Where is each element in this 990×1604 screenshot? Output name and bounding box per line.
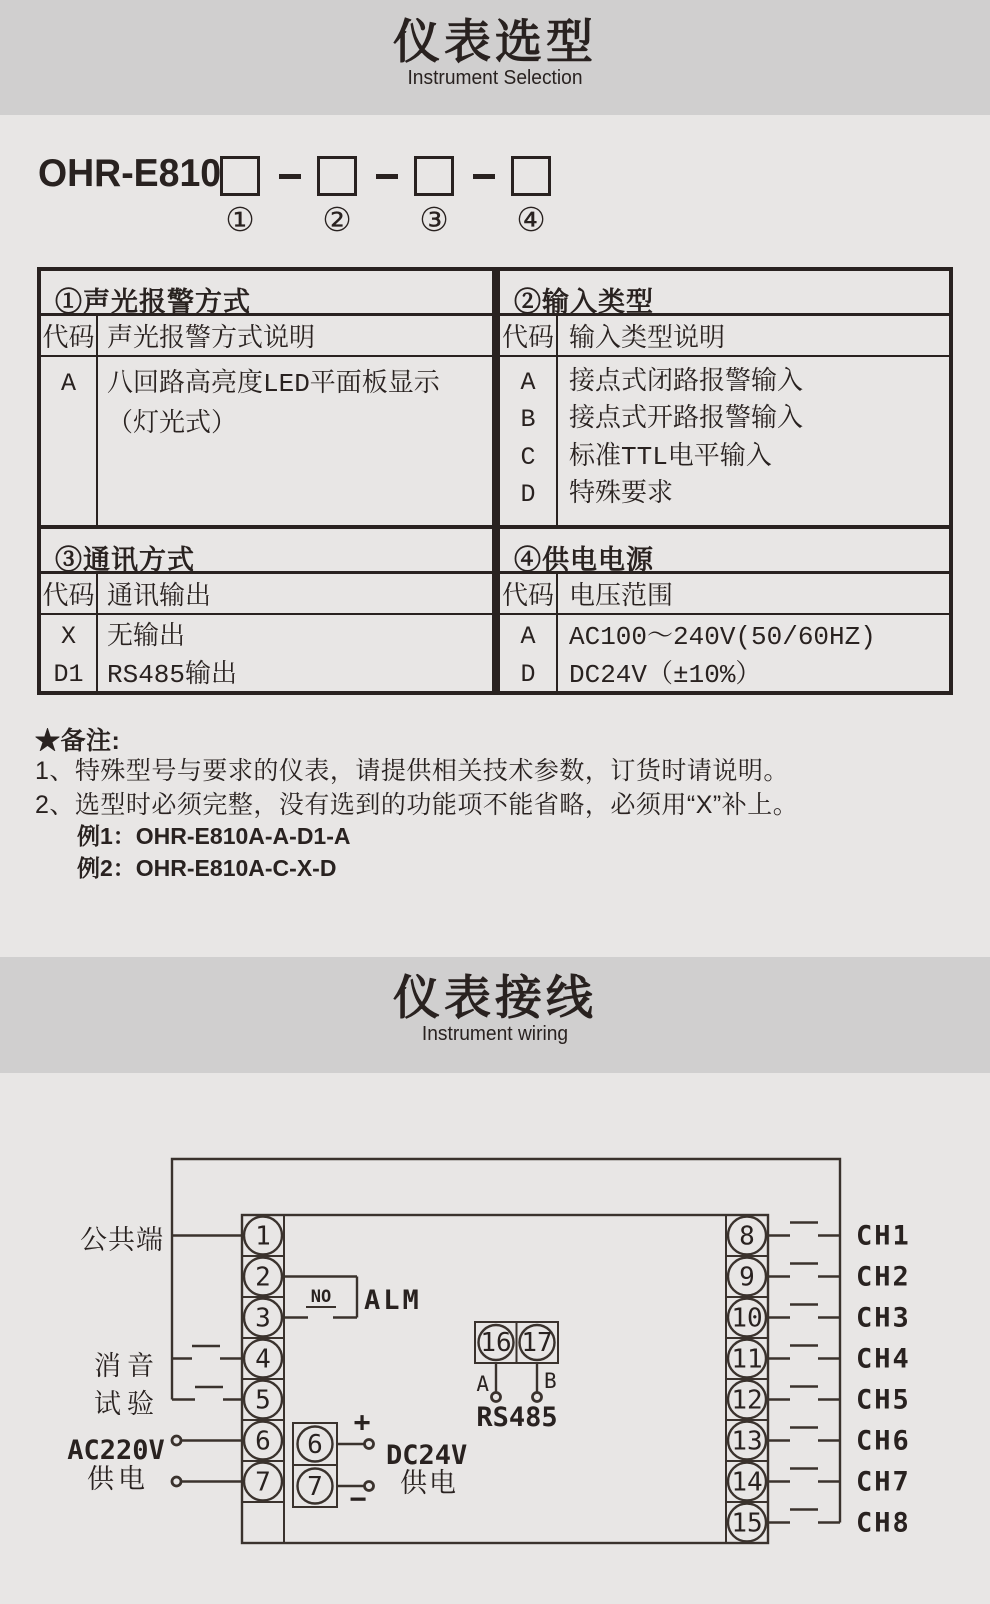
terminal-number: 16	[480, 1328, 512, 1358]
section4-title: ④供电电源	[500, 529, 949, 574]
terminal-number: 2	[255, 1262, 271, 1293]
terminal-number: 7	[307, 1472, 323, 1502]
left-terminal-strip	[242, 1215, 284, 1543]
section3-title: ③通讯方式	[41, 529, 492, 574]
position-marker-4: ④	[516, 201, 546, 238]
ac-power-wires	[172, 1436, 242, 1486]
terminal-number: 9	[739, 1262, 755, 1293]
section4-descriptions	[558, 615, 949, 691]
section1-title: ①声光报警方式	[41, 271, 492, 316]
terminal-number: 7	[255, 1467, 271, 1498]
section1-descriptions	[98, 357, 492, 526]
position-marker-3: ③	[419, 201, 449, 238]
wiring-title-english: Instrument wiring	[421, 1023, 569, 1045]
channel-switch-ch2	[768, 1264, 840, 1277]
code-value: D	[520, 480, 536, 510]
note-example: 例1：OHR-E810A-A-D1-A	[77, 823, 351, 849]
desc-value: 特殊要求	[569, 479, 674, 510]
rs485-label: RS485	[476, 1402, 558, 1433]
ac-power-label2: 供电	[87, 1464, 149, 1494]
section1-code-header: 代码	[41, 316, 98, 355]
section2-body	[500, 357, 949, 530]
position-marker-2: ②	[322, 201, 352, 238]
channel-switch-ch4	[768, 1346, 840, 1359]
model-separator	[473, 174, 495, 179]
terminal-number: 15	[731, 1508, 763, 1539]
note-item: 1、特殊型号与要求的仪表，请提供相关技术参数，订货时请说明。	[35, 757, 789, 785]
dc-power-label2: 供电	[400, 1468, 458, 1498]
common-terminal-label: 公共端	[80, 1225, 164, 1255]
wiring-title: 仪表接线	[393, 971, 597, 1024]
mute-switch	[172, 1346, 242, 1359]
section2-subheader	[500, 316, 949, 357]
channel-label: CH8	[856, 1507, 911, 1539]
channel-switch-ch6	[768, 1428, 840, 1441]
table-center-divider	[492, 271, 500, 691]
model-code-box-3	[414, 156, 454, 196]
code-value: B	[520, 405, 536, 435]
channel-switch-ch8	[768, 1510, 840, 1523]
rs485-a-point	[492, 1393, 501, 1402]
rs485-b-label: B	[544, 1369, 557, 1393]
model-prefix: OHR-E810	[38, 152, 222, 195]
channel-switch-ch1	[768, 1223, 840, 1236]
code-value: A	[520, 622, 536, 651]
selection-table	[37, 267, 953, 695]
desc-value: 无输出	[107, 622, 186, 652]
desc-value: RS485输出	[107, 660, 238, 690]
desc-value: 接点式闭路报警输入	[569, 366, 804, 397]
channel-label: CH3	[856, 1302, 911, 1334]
model-code-box-4	[511, 156, 551, 196]
rs485-a-label: A	[476, 1372, 489, 1396]
channel-label: CH2	[856, 1261, 911, 1293]
terminal-number: 13	[731, 1426, 763, 1457]
channel-switch-ch7	[768, 1469, 840, 1482]
note-item: 2、选型时必须完整，没有选到的功能项不能省略，必须用“X”补上。	[35, 791, 799, 819]
terminal-number: 1	[255, 1221, 271, 1252]
terminal-number: 3	[255, 1303, 271, 1334]
desc-value: AC100～240V(50/60HZ)	[569, 622, 876, 652]
terminal-number: 6	[255, 1426, 271, 1457]
channel-label: CH5	[856, 1384, 911, 1416]
dc-connection-point	[365, 1440, 374, 1449]
ac-connection-point	[172, 1477, 181, 1486]
alarm-label: ALM	[364, 1285, 422, 1316]
relay-no-label: NO	[310, 1287, 332, 1307]
desc-value: 接点式开路报警输入	[569, 404, 804, 435]
section1-subheader	[41, 316, 492, 357]
terminal-number: 6	[307, 1430, 323, 1460]
section1-codes	[41, 357, 98, 526]
channel-label: CH7	[856, 1466, 911, 1498]
desc-value: DC24V（±10%）	[569, 660, 762, 690]
section4-code-header: 代码	[500, 574, 558, 613]
section3-descriptions	[98, 615, 492, 691]
code-value: C	[520, 442, 536, 472]
section3-code-header: 代码	[41, 574, 98, 613]
terminal-number: 14	[731, 1467, 763, 1498]
section4-subheader	[500, 574, 949, 615]
test-label: 试验	[94, 1389, 160, 1419]
desc-value: 八回路高亮度LED平面板显示	[107, 368, 440, 399]
terminal-number: 5	[255, 1385, 271, 1416]
note-example: 例2：OHR-E810A-C-X-D	[77, 855, 337, 881]
dc-power-label: DC24V	[386, 1440, 468, 1471]
section3-subheader	[41, 574, 492, 615]
channel-switch-ch5	[768, 1387, 840, 1400]
desc-value: 标准TTL电平输入	[569, 441, 772, 472]
section2-descriptions	[558, 357, 949, 526]
code-value: D1	[53, 660, 84, 689]
notes-title: ★备注:	[35, 727, 121, 755]
terminal-number: 12	[731, 1385, 763, 1416]
section4-desc-header: 电压范围	[569, 582, 674, 613]
rs485-b-point	[533, 1393, 542, 1402]
section-header-selection	[0, 0, 990, 115]
table-right-column	[500, 271, 949, 691]
model-separator	[376, 174, 398, 179]
ac-connection-point	[172, 1436, 181, 1445]
code-value: X	[60, 622, 76, 651]
section4-body	[500, 615, 949, 691]
section2-codes	[500, 357, 558, 526]
code-value: A	[60, 368, 76, 398]
channel-label: CH6	[856, 1425, 911, 1457]
channel-label: CH1	[856, 1220, 911, 1252]
desc-value: （灯光式）	[107, 408, 238, 439]
code-value: A	[520, 367, 536, 397]
section1-body	[41, 357, 492, 530]
position-marker-1: ①	[225, 201, 255, 238]
page-title-english: Instrument Selection	[407, 67, 583, 89]
wiring-diagram	[0, 1080, 990, 1604]
right-terminal-strip	[726, 1215, 768, 1543]
section4-codes	[500, 615, 558, 691]
terminal-number: 4	[255, 1344, 271, 1375]
section-header-wiring	[0, 957, 990, 1073]
terminal-number: 17	[521, 1328, 553, 1358]
dc-minus-sign: −	[349, 1482, 367, 1515]
terminal-number: 11	[731, 1344, 763, 1375]
section2-title: ②输入类型	[500, 271, 949, 316]
test-switch	[172, 1387, 242, 1400]
section3-body	[41, 615, 492, 691]
code-value: D	[520, 660, 536, 689]
section2-desc-header: 输入类型说明	[569, 323, 726, 354]
dc-plus-sign: +	[353, 1405, 371, 1438]
model-separator	[279, 174, 301, 179]
terminal-number: 8	[739, 1221, 755, 1252]
section3-codes	[41, 615, 98, 691]
section2-code-header: 代码	[500, 316, 558, 355]
ac-power-label: AC220V	[67, 1435, 165, 1466]
section1-desc-header: 声光报警方式说明	[107, 323, 316, 354]
model-code-box-1	[220, 156, 260, 196]
table-left-column	[41, 271, 492, 691]
terminal-number: 10	[731, 1303, 763, 1334]
channel-label: CH4	[856, 1343, 911, 1375]
page-title: 仪表选型	[393, 15, 597, 68]
channel-switch-ch3	[768, 1305, 840, 1318]
mute-label: 消音	[94, 1351, 160, 1381]
section3-desc-header: 通讯输出	[107, 582, 212, 613]
model-code-box-2	[317, 156, 357, 196]
